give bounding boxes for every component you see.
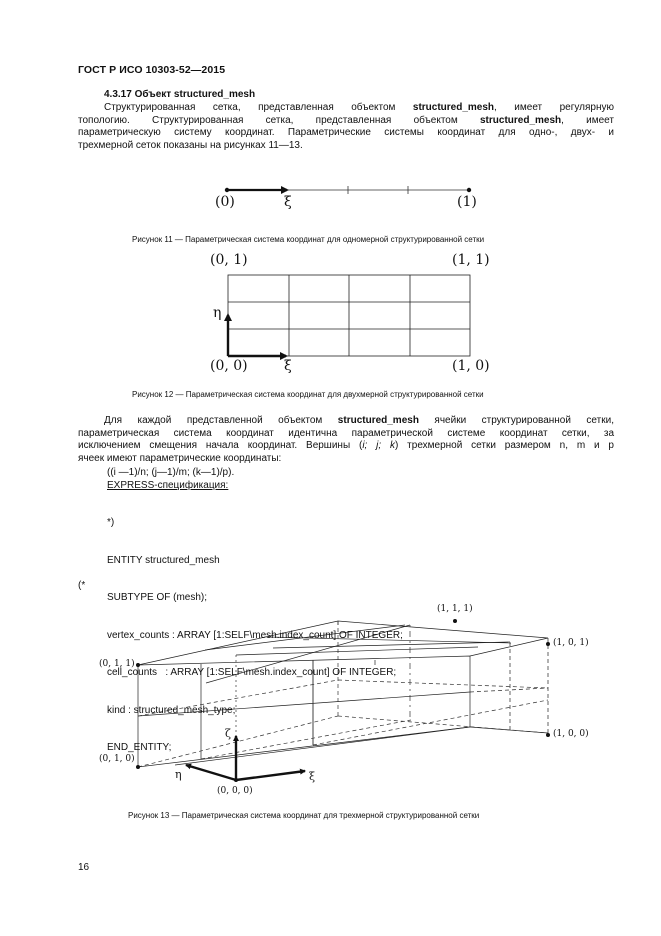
fig11-label-end: (1) bbox=[457, 194, 477, 210]
fig12-grid bbox=[228, 275, 470, 356]
formula: ((i —1)/n; (j—1)/m; (k—1)/p). bbox=[107, 467, 235, 478]
fig13-label-100: (1, 0, 0) bbox=[553, 729, 589, 739]
fig12-label-top-right: (1, 1) bbox=[452, 252, 490, 268]
code-line: *) bbox=[107, 517, 115, 528]
fig11-line bbox=[225, 186, 471, 194]
fig13-label-eta: η bbox=[175, 768, 182, 781]
fig13-label-000: (0, 0, 0) bbox=[217, 786, 253, 796]
intro-paragraph bbox=[78, 102, 614, 152]
body2-line-4: ячеек имеют параметрические координаты: bbox=[78, 452, 282, 464]
body2-line-1: Для каждой представленной объектом structured_mesh ячейки структурированной сетки, bbox=[104, 415, 614, 426]
fig12-label-top-left: (0, 1) bbox=[210, 252, 248, 268]
fig13-label-zeta: ζ bbox=[225, 727, 231, 740]
fig13-label-111: (1, 1, 1) bbox=[437, 604, 473, 614]
code-line: vertex_counts : ARRAY [1:SELF\mesh.index_count] OF INTEGER; bbox=[107, 629, 403, 641]
fig12-axes bbox=[228, 315, 286, 356]
fig12-label-bottom-left: (0, 0) bbox=[210, 358, 248, 374]
fig12-label-xi: ξ bbox=[284, 358, 292, 374]
figure-13-caption: Рисунок 13 — Параметрическая система координат для трехмерной структурированной сетки bbox=[128, 811, 480, 820]
body2-line-2: параметрическая система координат идентична параметрической системе координат сетки, за bbox=[78, 427, 614, 439]
intro-line-2: топологию. Структурированная сетка, представленная объектом structured_mesh, имеет bbox=[78, 114, 614, 126]
fig11-label-xi: ξ bbox=[284, 194, 292, 210]
figure-11-caption: Рисунок 11 — Параметрическая система координат для одномерной структурированной сетки bbox=[132, 235, 485, 244]
figure-12-caption: Рисунок 12 — Параметрическая система координат для двухмерной структурированной сетки bbox=[132, 390, 484, 399]
express-code bbox=[107, 492, 403, 767]
intro-line-4: трехмерной сеток показаны на рисунках 11—13. bbox=[78, 139, 303, 151]
code-line: END_ENTITY; bbox=[107, 742, 172, 753]
fig12-label-bottom-right: (1, 0) bbox=[452, 358, 490, 374]
intro-line-3: параметрическую систему координат. Параметрические системы координат для одно-, двух- и bbox=[78, 127, 614, 138]
section-title: 4.3.17 Объект structured_mesh bbox=[104, 89, 256, 100]
code-line: kind : structured_mesh_type; bbox=[107, 704, 236, 716]
document-header: ГОСТ Р ИСО 10303-52—2015 bbox=[78, 64, 226, 76]
fig13-label-xi: ξ bbox=[309, 770, 316, 783]
body2-line-3: исключением смещения начала координат. Вершины (i; j; k) трехмерной сетки размером n, m и p bbox=[78, 440, 614, 451]
fig13-label-011: (0, 1, 1) bbox=[99, 659, 135, 669]
code-line: cell_counts : ARRAY [1:SELF\mesh.index_count] OF INTEGER; bbox=[107, 667, 397, 678]
fig12-label-eta: η bbox=[213, 305, 222, 321]
fig13-label-010: (0, 1, 0) bbox=[99, 754, 135, 764]
page-number: 16 bbox=[78, 862, 90, 873]
close-comment: (* bbox=[78, 580, 86, 591]
code-line: SUBTYPE OF (mesh); bbox=[107, 592, 208, 603]
body-paragraph-2 bbox=[78, 415, 614, 465]
fig11-label-start: (0) bbox=[215, 194, 235, 210]
intro-line-1: Структурированная сетка, представленная объектом structured_mesh, имеет регулярную bbox=[104, 102, 614, 113]
express-label: EXPRESS-спецификация: bbox=[107, 480, 229, 491]
code-line: ENTITY structured_mesh bbox=[107, 554, 220, 566]
fig13-label-101: (1, 0, 1) bbox=[553, 638, 589, 648]
